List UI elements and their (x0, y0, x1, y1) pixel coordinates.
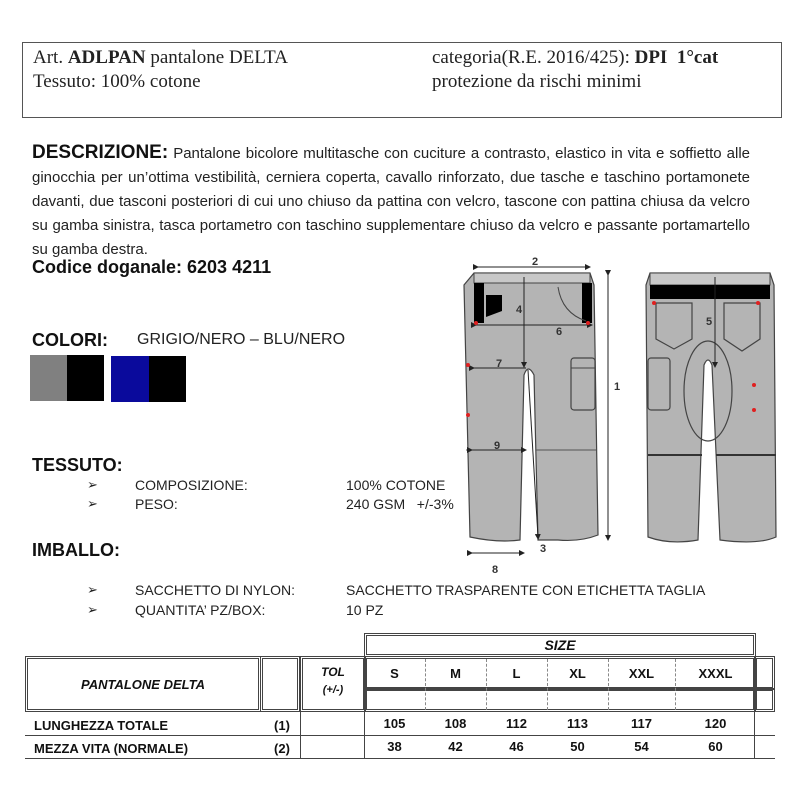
row-label: LUNGHEZZA TOTALE (34, 717, 169, 733)
arrow-bullet-icon: ➢ (87, 582, 98, 597)
size-l: L (512, 665, 521, 681)
category-value: DPI 1°cat (634, 47, 719, 68)
fabric-value: 240 GSM +/-3% (346, 496, 454, 512)
article-prefix: Art. (33, 47, 64, 68)
front-view (464, 267, 608, 553)
tol-subheader: (+/-) (322, 684, 344, 696)
size-xl: XL (569, 665, 586, 681)
measure-label-6: 6 (556, 326, 563, 338)
value-cell: 46 (509, 738, 524, 754)
ref-header-box (260, 656, 300, 712)
product-name-header: PANTALONE DELTA (81, 676, 205, 692)
header-box (22, 42, 782, 118)
measure-label-4: 4 (516, 304, 523, 316)
colors-title: COLORI: (32, 330, 108, 350)
value-cell: 42 (448, 738, 463, 754)
protection-line: protezione da rischi minimi (432, 71, 642, 92)
size-header: SIZE (544, 637, 576, 653)
size-xxxl: XXXL (698, 665, 733, 681)
arrow-bullet-icon: ➢ (87, 602, 98, 617)
size-m: M (450, 665, 461, 681)
category-prefix: categoria(R.E. 2016/425): (432, 47, 630, 68)
measure-label-2: 2 (532, 256, 539, 268)
measure-label-7: 7 (496, 358, 503, 370)
colors-value: GRIGIO/NERO – BLU/NERO (137, 331, 346, 348)
measure-label-3: 3 (540, 543, 547, 555)
packaging-title: IMBALLO: (32, 540, 120, 560)
row-ref: (2) (274, 740, 290, 756)
measure-label-8: 8 (492, 564, 499, 576)
size-xxl: XXL (628, 665, 655, 681)
row-ref: (1) (274, 717, 290, 733)
article-name: pantalone DELTA (150, 47, 288, 68)
fabric-label: PESO: (135, 496, 178, 512)
value-cell: 60 (708, 738, 723, 754)
description-text: Pantalone bicolore multitasche con cuciture a contrasto, elastico in vita e soffietto alle ginocchia per un’ottima vestibilità, cerniera coperta, cavallo rinforzato, due tasche e taschino portamonete davanti, due tasconi posteriori di cui uno chiuso da pattina con velcro, tascone con pattina chiusa da velcro su gamba sinistra, tasca portametro con taschino supplementare chiuso da velcro e passante portamartello su gamba destra. (32, 145, 750, 258)
swatch-black (67, 355, 104, 401)
swatch-grey (30, 355, 67, 401)
fabric-value: 100% COTONE (346, 477, 446, 493)
customs-code: Codice doganale: 6203 4211 (32, 257, 272, 277)
extra-col-box (754, 688, 775, 712)
value-cell: 108 (444, 715, 467, 731)
value-cell: 120 (704, 715, 727, 731)
measure-label-9: 9 (494, 440, 501, 452)
description-title: DESCRIZIONE: (32, 142, 169, 163)
category-line (432, 47, 718, 69)
fabric-line: Tessuto: 100% cotone (33, 71, 201, 92)
value-cell: 117 (631, 715, 652, 731)
description (32, 141, 750, 262)
value-cell: 50 (570, 738, 585, 754)
arrow-bullet-icon: ➢ (87, 477, 98, 492)
article-code: ADLPAN (67, 47, 146, 68)
value-cell: 105 (383, 715, 406, 731)
size-s: S (390, 665, 399, 681)
packaging-label: SACCHETTO DI NYLON: (135, 582, 295, 598)
measure-label-5: 5 (706, 316, 713, 328)
row-label: MEZZA VITA (NORMALE) (34, 740, 189, 756)
value-cell: 112 (506, 715, 527, 731)
fabric-title: TESSUTO: (32, 455, 123, 475)
fabric-label: COMPOSIZIONE: (135, 477, 248, 493)
measure-label-1: 1 (614, 381, 621, 393)
swatch-blue (111, 356, 149, 402)
tol-header: TOL (321, 665, 345, 679)
sizes-subrow-box (364, 688, 756, 712)
back-view (646, 273, 776, 542)
arrow-bullet-icon: ➢ (87, 496, 98, 511)
packaging-value: 10 PZ (346, 602, 384, 618)
value-cell: 113 (567, 715, 588, 731)
article-line (33, 47, 288, 69)
value-cell: 54 (634, 738, 649, 754)
extra-col-box (754, 656, 775, 690)
packaging-label: QUANTITA’ PZ/BOX: (135, 602, 266, 618)
swatch-black (149, 356, 186, 402)
packaging-value: SACCHETTO TRASPARENTE CON ETICHETTA TAGLIA (346, 582, 706, 598)
value-cell: 38 (387, 738, 402, 754)
trousers-technical-drawing (458, 255, 783, 580)
